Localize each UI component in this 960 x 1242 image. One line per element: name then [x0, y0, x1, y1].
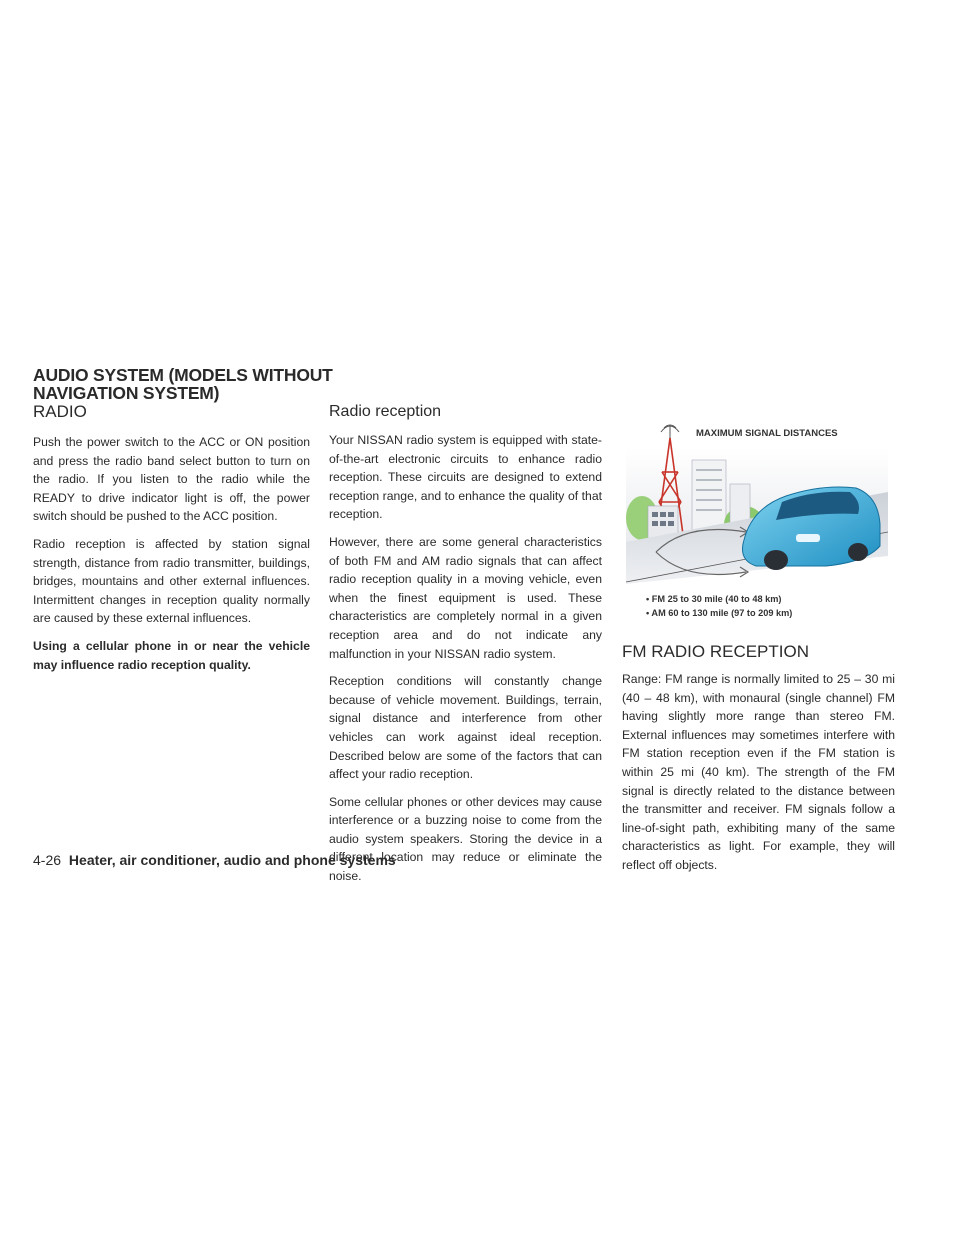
heading-radio: RADIO [33, 402, 87, 421]
heading-radio-reception: Radio reception [329, 403, 442, 420]
column-radio [33, 402, 310, 683]
paragraph-conditions: Reception conditions will constantly change because of vehicle movement. Buildings, terrain, signal distance and interference from other vehicles can work against ideal reception. Described below are some of the factors that can affect your radio reception. [329, 674, 602, 782]
paragraph-characteristics: However, there are some general characteristics of both FM and AM radio signals that can affect radio reception quality in a moving vehicle, even when the finest equipment is used. These characteristics are completely normal in a given reception area and do not indicate any malfunction in your NISSAN radio system. [329, 534, 602, 661]
paragraph-interference: Some cellular phones or other devices may cause interference or a buzzing noise to come from the audio system speakers. Storing the device in a different location may reduce or eliminate the noise. [329, 794, 602, 884]
paragraph-equipped: Your NISSAN radio system is equipped with state-of-the-art electronic circuits to enhance radio reception. These circuits are designed to extend reception range, and to enhance the quality of that reception. [329, 433, 602, 522]
page-footer [33, 852, 396, 868]
signal-distance-illustration [626, 422, 888, 624]
column-radio-reception [329, 402, 602, 895]
paragraph-fm-range: Range: FM range is normally limited to 25 – 30 mi (40 – 48 km), with monaural (single channel) FM having slightly more range than stereo FM. External influences may sometimes interfere with FM station reception even if the FM station is within 25 mi (40 km). The strength of the FM signal is directly related to the distance between the transmitter and receiver. FM signals follow a line-of-sight path, exhibiting many of the same characteristics as light. For example, they will reflect off objects. [622, 672, 895, 872]
signal-waves-icon [661, 425, 679, 438]
paragraph-cellular-warning: Using a cellular phone in or near the vehicle may influence radio reception quality. [33, 638, 310, 672]
section-title: AUDIO SYSTEM (MODELS WITHOUT NAVIGATION SYSTEM) [33, 365, 333, 403]
paragraph-reception-affected: Radio reception is affected by station signal strength, distance from radio transmitter, buildings, bridges, mountains and other external influences. Intermittent changes in reception quality normally are caused by these external influences. [33, 536, 310, 626]
page-number: 4-26 [33, 852, 62, 868]
heading-fm-reception: FM RADIO RECEPTION [622, 642, 810, 661]
paragraph-power: Push the power switch to the ACC or ON position and press the radio band select button to turn on the radio. If you listen to the radio while the READY to drive indicator light is off, the power switch should be pushed to the ACC position. [33, 435, 310, 524]
figure-title: MAXIMUM SIGNAL DISTANCES [696, 428, 838, 439]
figure-fm-range: • FM 25 to 30 mile (40 to 48 km) [646, 594, 782, 604]
column-fm [622, 402, 895, 884]
footer-chapter-title: Heater, air conditioner, audio and phone systems [68, 852, 396, 868]
figure-am-range: • AM 60 to 130 mile (97 to 209 km) [646, 608, 793, 618]
